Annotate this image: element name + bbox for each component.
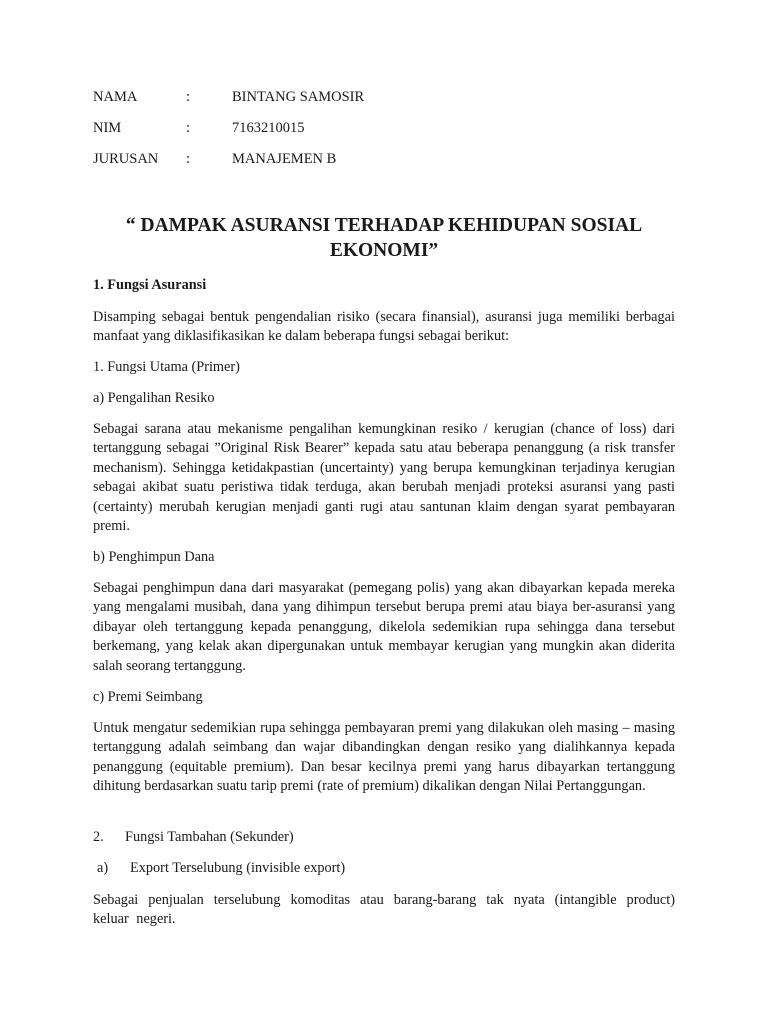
section-heading-fungsi-asuransi: 1. Fungsi Asuransi — [93, 277, 207, 293]
title-line-2: EKONOMI” — [329, 240, 439, 261]
item-heading-penghimpun-dana: b) Penghimpun Dana — [93, 549, 215, 565]
info-label: NIM — [93, 120, 122, 136]
item-heading-text: Export Terselubung (invisible export) — [130, 860, 346, 876]
list-number: 2. — [93, 829, 104, 845]
item-heading-pengalihan-resiko: a) Pengalihan Resiko — [93, 390, 215, 406]
info-label: NAMA — [93, 89, 138, 105]
info-label: JURUSAN — [93, 151, 159, 167]
info-value: 7163210015 — [232, 120, 305, 136]
info-value: MANAJEMEN B — [232, 151, 337, 167]
info-value: BINTANG SAMOSIR — [232, 89, 365, 105]
subheading-fungsi-tambahan — [93, 828, 675, 847]
info-separator: : — [186, 120, 191, 136]
subheading-fungsi-utama: 1. Fungsi Utama (Primer) — [93, 359, 240, 375]
info-separator: : — [186, 89, 191, 105]
info-separator: : — [186, 151, 191, 167]
subheading-text: Fungsi Tambahan (Sekunder) — [125, 829, 294, 845]
title-line-1: “ DAMPAK ASURANSI TERHADAP KEHIDUPAN SOSIAL — [125, 215, 643, 236]
intro-paragraph: Disamping sebagai bentuk pengendalian risiko (secara finansial), asuransi juga memiliki berbagai manfaat yang diklasifikasikan ke dalam beberapa fungsi sebagai berikut: — [93, 309, 675, 345]
paragraph-pengalihan-resiko: Sebagai sarana atau mekanisme pengalihan kemungkinan resiko / kerugian (chance of loss) dari tertanggung sebagai ”Original Risk Bearer” kepada satu atau beberapa penanggung (a risk transfer mechanism). Sehingga ketidakpastian (uncertainty) yang berupa kemungkinan terjadinya kerugian sebagai akibat suatu peristiwa tidak terduga, akan berubah menjadi proteksi asuransi yang pasti (certainty) merubah kerugian menjadi ganti rugi atau santunan klaim dengan syarat pembayaran premi. — [93, 421, 675, 535]
item-heading-export-terselubung — [93, 859, 675, 878]
paragraph-premi-seimbang: Untuk mengatur sedemikian rupa sehingga pembayaran premi yang dilakukan oleh masing – masing tertanggung adalah seimbang dan wajar dibandingkan dengan resiko yang dialihkannya kepada penanggung (equitable premium). Dan besar kecilnya premi yang harus dibayarkan tertanggung dihitung berdasarkan suatu tarip premi (rate of premium) dikalikan dengan Nilai Pertanggungan. — [93, 720, 675, 795]
item-heading-premi-seimbang: c) Premi Seimbang — [93, 689, 203, 705]
list-letter: a) — [97, 860, 109, 876]
paragraph-export-terselubung: Sebagai penjualan terselubung komoditas atau barang-barang tak nyata (intangible product) keluar negeri. — [93, 892, 675, 928]
page-title — [60, 213, 708, 263]
paragraph-penghimpun-dana: Sebagai penghimpun dana dari masyarakat (pemegang polis) yang akan dibayarkan kepada mereka yang mengalami musibah, dana yang dihimpun tersebut berupa premi atau biaya ber-asuransi yang dibayar oleh tertanggung kepada penanggung, dikelola sedemikian rupa sehingga dana tersebut berkemang, yang kelak akan dipergunakan untuk membayar kerugian yang mungkin akan diderita salah seorang tertanggung. — [93, 580, 675, 674]
